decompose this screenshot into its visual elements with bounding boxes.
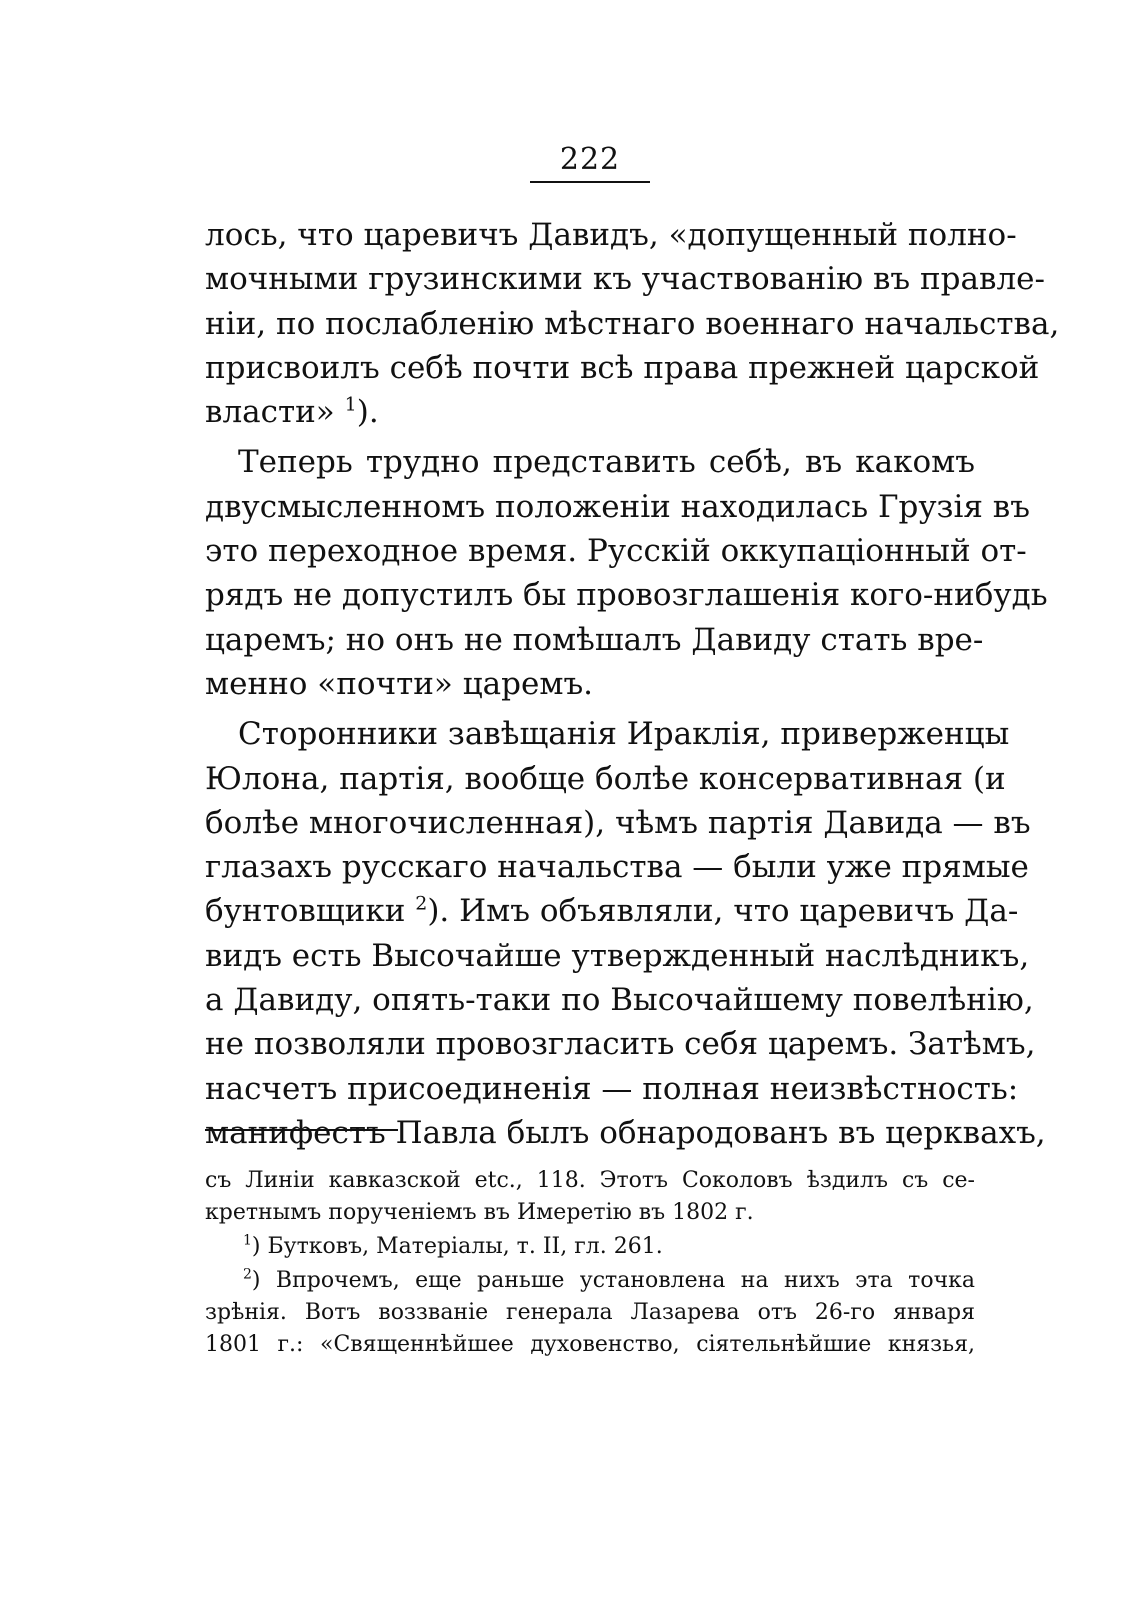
text-line: Юлона, партiя, вообще болѣе консервативная (и [205, 760, 1006, 797]
text-line: не позволяли провозгласить себя царемъ. Затѣмъ, [205, 1026, 1036, 1063]
text-line: это переходное время. Русскiй оккупацiонный от- [205, 533, 1027, 570]
footnote-line: 1801 г.: «Священнѣйшее духовенство, сiятельнѣйшие князья, [205, 1332, 975, 1357]
text-line: двусмысленномъ положенiи находилась Грузiя въ [205, 488, 1030, 525]
text-line: нiи, по послабленiю мѣстнаго военнаго начальства, [205, 305, 1060, 342]
text-line: Теперь трудно представить себѣ, въ какомъ [238, 444, 975, 481]
text-line: болѣе многочисленная), чѣмъ партiя Давида — въ [205, 804, 1031, 841]
text-line: присвоилъ себѣ почти всѣ права прежней царской [205, 349, 1040, 386]
text-fragment: ). [356, 394, 379, 431]
text-line: царемъ; но онъ не помѣшалъ Давиду стать вре- [205, 621, 984, 658]
footnote-mark: 1 [243, 1232, 252, 1249]
footnote-ref: 1 [344, 393, 357, 416]
footnote-ref: 2 [415, 893, 428, 916]
text-line: лось, что царевичъ Давидъ, «допущенный полно- [205, 217, 1017, 253]
footnote-mark: 2 [243, 1266, 252, 1283]
text-line: глазахъ русскаго начальства — были уже прямые [205, 849, 1029, 886]
text-line: рядъ не допустилъ бы провозглашенiя кого-нибудь [205, 577, 1048, 614]
footnote-line: съ Линiи кавказской etc., 118. Этотъ Соколовъ ѣздилъ съ се- [205, 1168, 975, 1193]
footnote-1 [205, 1231, 975, 1263]
footnote-line: зрѣнiя. Вотъ воззванiе генерала Лазарева отъ 26-го января [205, 1300, 975, 1325]
text-line: видъ есть Высочайше утвержденный наслѣдникъ, [205, 937, 1030, 974]
footnote-line: кретнымъ порученiемъ въ Имеретiю въ 1802 г. [205, 1200, 754, 1225]
page-number: 222 [559, 142, 621, 177]
text-fragment: власти» [205, 394, 335, 431]
text-line: менно «почти» царемъ. [205, 665, 594, 702]
text-line: мочными грузинскими къ участвованiю въ правле- [205, 261, 1045, 298]
text-line [205, 889, 1019, 933]
text-line [205, 390, 975, 434]
footnote-text: ) Впрочемъ, еще раньше установлена на нихъ эта точка [251, 1268, 975, 1293]
text-line: манифестъ Павла былъ обнародованъ въ церквахъ, [205, 1114, 1046, 1151]
text-line: насчетъ присоединенiя — полная неизвѣстность: [205, 1070, 1019, 1107]
text-fragment: бунтовщики [205, 893, 406, 930]
text-line: а Давиду, опять-таки по Высочайшему повелѣнiю, [205, 982, 1034, 1019]
main-text [205, 213, 1060, 1155]
text-line: Сторонники завѣщанiя Ираклiя, приверженцы [238, 716, 1010, 753]
header-rule [530, 181, 650, 183]
footnote-text: ) Бутковъ, Матерiалы, т. II, гл. 261. [251, 1234, 663, 1259]
footnotes [205, 1165, 975, 1361]
text-fragment: ). Имъ объявляли, что царевичъ Да- [427, 893, 1019, 930]
footnote-2 [205, 1265, 975, 1297]
footnote-separator [205, 1129, 398, 1131]
